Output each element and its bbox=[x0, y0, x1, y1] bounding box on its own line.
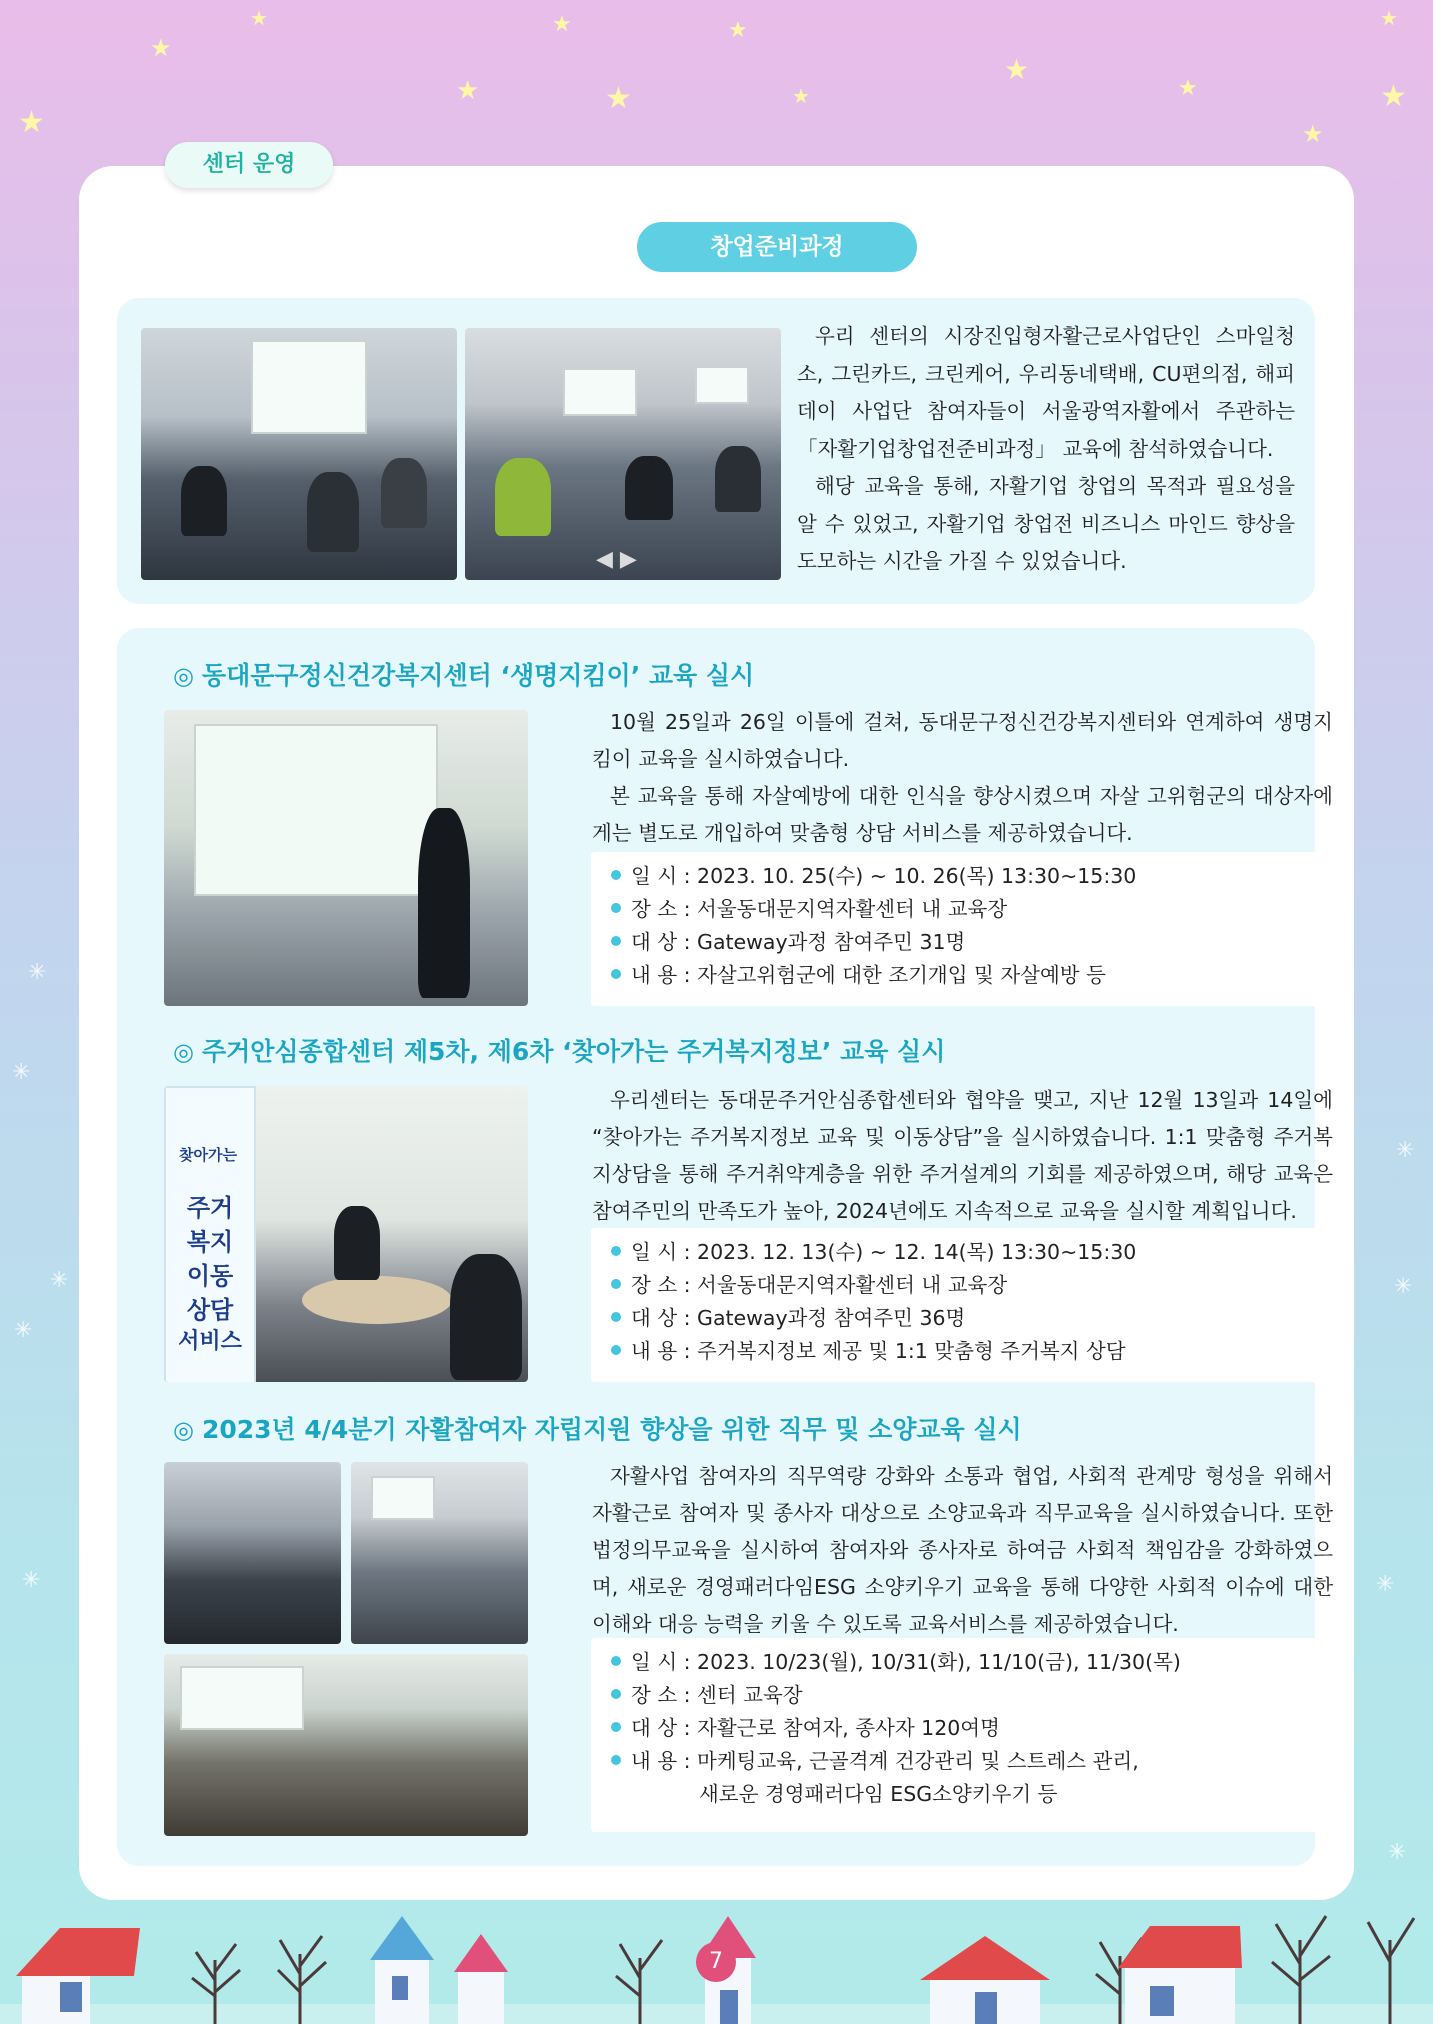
page-number: 7 bbox=[696, 1942, 736, 1982]
speaker-shape bbox=[418, 808, 470, 998]
target-icon: ◎ bbox=[173, 1038, 194, 1066]
bullet-icon bbox=[611, 1246, 621, 1256]
workshop-photo bbox=[351, 1462, 528, 1644]
body-paragraph: 우리센터는 동대문주거안심종합센터와 협약을 맺고, 지난 12월 13일과 14일에 “찾아가는 주거복지정보 교육 및 이동상담”을 실시하였습니다. 1:1 맞춤형 주거복지상담을 통해 주거취약계층을 위한 주거설계의 기회를 제공하였으며, 해당 교육은 참여주민의 만족도가 높아, 2024년에도 지속적으로 교육을 실시할 계획입니다. bbox=[592, 1088, 1333, 1223]
snowflake-icon: ✳ bbox=[50, 1268, 69, 1293]
intro-paragraph: 우리 센터의 시장진입형자활근로사업단인 스마일청소, 그린카드, 크린케어, 우리동네택배, CU편의점, 해피데이 사업단 참여자들이 서울광역자활에서 주관하는 「자활기업창업전준비과정」 교육에 참석하였습니다. bbox=[797, 324, 1295, 461]
star-icon: ★ bbox=[1004, 53, 1030, 86]
star-icon: ★ bbox=[1380, 6, 1398, 30]
body-paragraph: 본 교육을 통해 자살예방에 대한 인식을 향상시켰으며 자살 고위험군의 대상자에게는 별도로 개입하여 맞춤형 상담 서비스를 제공하였습니다. bbox=[592, 784, 1333, 845]
tower-icon bbox=[454, 1934, 508, 2024]
star-icon: ★ bbox=[728, 18, 748, 43]
banner-text: 복지 bbox=[186, 1228, 234, 1256]
info-content: 내 용 : 주거복지정보 제공 및 1:1 맞춤형 주거복지 상담 bbox=[611, 1335, 1333, 1368]
info-place: 장 소 : 서울동대문지역자활센터 내 교육장 bbox=[611, 1269, 1333, 1302]
intro-text bbox=[797, 318, 1295, 581]
snowflake-icon: ✳ bbox=[1388, 1840, 1407, 1865]
star-icon: ★ bbox=[250, 6, 268, 30]
counselor-shape bbox=[334, 1206, 380, 1280]
projector-screen bbox=[371, 1476, 435, 1520]
info-content: 내 용 : 마케팅교육, 근골격계 건강관리 및 스트레스 관리, bbox=[611, 1745, 1333, 1778]
snowflake-icon: ✳ bbox=[1376, 1572, 1395, 1597]
section-body bbox=[592, 1458, 1333, 1643]
section-heading bbox=[173, 1032, 945, 1068]
section-body bbox=[592, 704, 1333, 852]
info-date: 일 시 : 2023. 10. 25(수) ~ 10. 26(목) 13:30~15:30 bbox=[611, 860, 1333, 893]
bullet-icon bbox=[611, 1689, 621, 1699]
projector-screen bbox=[194, 724, 438, 896]
info-content: 내 용 : 자살고위험군에 대한 조기개입 및 자살예방 등 bbox=[611, 959, 1333, 992]
info-box bbox=[591, 852, 1333, 1006]
section-body bbox=[592, 1082, 1333, 1230]
bullet-icon bbox=[611, 1312, 621, 1322]
star-icon: ★ bbox=[1380, 79, 1407, 114]
workshop-photo bbox=[164, 1462, 341, 1644]
snowflake-icon: ✳ bbox=[28, 960, 47, 985]
banner-text: 상담 bbox=[186, 1296, 234, 1324]
content-card bbox=[79, 166, 1354, 1900]
banner-text: 이동 bbox=[186, 1262, 234, 1290]
section-title: 주거안심종합센터 제5차, 제6차 ‘찾아가는 주거복지정보’ 교육 실시 bbox=[201, 1037, 946, 1066]
info-target: 대 상 : 자활근로 참여자, 종사자 120여명 bbox=[611, 1712, 1333, 1745]
news-panel bbox=[117, 628, 1333, 1866]
snowflake-icon: ✳ bbox=[14, 1318, 33, 1343]
star-icon: ★ bbox=[1302, 120, 1324, 148]
info-box bbox=[591, 1228, 1333, 1382]
body-paragraph: 10월 25일과 26일 이틀에 걸쳐, 동대문구정신건강복지센터와 연계하여 생명지킴이 교육을 실시하였습니다. bbox=[592, 710, 1333, 771]
bullet-icon bbox=[611, 1656, 621, 1666]
consultation-photo bbox=[164, 1086, 528, 1382]
tower-icon bbox=[370, 1916, 434, 2024]
info-date: 일 시 : 2023. 10/23(월), 10/31(화), 11/10(금), 11/30(목) bbox=[611, 1646, 1333, 1679]
projector-screen bbox=[180, 1666, 304, 1730]
projector-screen bbox=[251, 340, 367, 434]
section-heading bbox=[173, 656, 754, 692]
audience-shape bbox=[381, 458, 427, 528]
snowflake-icon: ✳ bbox=[1396, 1138, 1415, 1163]
bullet-icon bbox=[611, 1279, 621, 1289]
snowflake-icon: ✳ bbox=[12, 1060, 31, 1085]
visitor-shape bbox=[450, 1254, 522, 1380]
section-title: 동대문구정신건강복지센터 ‘생명지킴이’ 교육 실시 bbox=[201, 661, 755, 690]
audience-shape bbox=[715, 446, 761, 512]
bullet-icon bbox=[611, 1755, 621, 1765]
body-paragraph: 자활사업 참여자의 직무역량 강화와 소통과 협업, 사회적 관계망 형성을 위해서 자활근로 참여자 및 종사자 대상으로 소양교육과 직무교육을 실시하였습니다. 또한 법정의무교육을 실시하여 참여자와 종사자로 하여금 사회적 책임감을 강화하였으며, 새로운 경영패러다임ESG 소양키우기 교육을 통해 다양한 사회적 이슈에 대한 이해와 대응 능력을 키울 수 있도록 교육서비스를 제공하였습니다. bbox=[592, 1464, 1333, 1636]
info-content-cont: 새로운 경영패러다임 ESG소양키우기 등 bbox=[699, 1782, 1058, 1806]
bullet-icon bbox=[611, 969, 621, 979]
bullet-icon bbox=[611, 1345, 621, 1355]
section-heading bbox=[173, 1410, 1022, 1446]
bullet-icon bbox=[611, 903, 621, 913]
banner-text: 주거 bbox=[186, 1194, 234, 1222]
bullet-icon bbox=[611, 1722, 621, 1732]
bullet-icon bbox=[611, 870, 621, 880]
star-icon: ★ bbox=[552, 12, 572, 37]
audience-shape bbox=[307, 472, 359, 552]
slide-arrows-icon[interactable]: ◀ ▶ bbox=[596, 547, 637, 572]
info-box bbox=[591, 1638, 1333, 1832]
round-table bbox=[302, 1276, 452, 1324]
info-target: 대 상 : Gateway과정 참여주민 36명 bbox=[611, 1302, 1333, 1335]
lecture-photo bbox=[164, 710, 528, 1006]
audience-shape bbox=[625, 456, 673, 520]
star-icon: ★ bbox=[792, 84, 810, 108]
projector-screen bbox=[563, 368, 637, 416]
banner-text: 서비스 bbox=[178, 1329, 242, 1354]
banner-small-text: 찾아가는 bbox=[179, 1146, 237, 1164]
star-icon: ★ bbox=[150, 34, 172, 62]
training-photo bbox=[141, 328, 457, 580]
info-place: 장 소 : 서울동대문지역자활센터 내 교육장 bbox=[611, 893, 1333, 926]
info-date: 일 시 : 2023. 12. 13(수) ~ 12. 14(목) 13:30~15:30 bbox=[611, 1236, 1333, 1269]
bullet-icon bbox=[611, 936, 621, 946]
target-icon: ◎ bbox=[173, 662, 194, 690]
snowflake-icon: ✳ bbox=[1394, 1274, 1413, 1299]
star-icon: ★ bbox=[18, 105, 45, 140]
star-icon: ★ bbox=[1178, 76, 1198, 101]
target-icon: ◎ bbox=[173, 1416, 194, 1444]
audience-shape bbox=[181, 466, 227, 536]
projector-screen bbox=[695, 366, 749, 404]
training-photo bbox=[465, 328, 781, 580]
service-banner bbox=[164, 1086, 256, 1382]
house-icon bbox=[920, 1936, 1050, 2024]
section-tag: 센터 운영 bbox=[165, 142, 333, 188]
snowflake-icon: ✳ bbox=[22, 1568, 41, 1593]
info-place: 장 소 : 센터 교육장 bbox=[611, 1679, 1333, 1712]
audience-shape bbox=[495, 458, 551, 536]
star-icon: ★ bbox=[605, 81, 632, 116]
house-icon bbox=[1118, 1926, 1242, 2024]
intro-paragraph: 해당 교육을 통해, 자활기업 창업의 목적과 필요성을 알 수 있었고, 자활기업 창업전 비즈니스 마인드 향상을 도모하는 시간을 가질 수 있었습니다. bbox=[797, 474, 1295, 573]
intro-panel bbox=[117, 298, 1315, 604]
section-title: 2023년 4/4분기 자활참여자 자립지원 향상을 위한 직무 및 소양교육 실시 bbox=[201, 1415, 1022, 1444]
program-title: 창업준비과정 bbox=[637, 222, 917, 272]
info-target: 대 상 : Gateway과정 참여주민 31명 bbox=[611, 926, 1333, 959]
workshop-photo bbox=[164, 1654, 528, 1836]
star-icon: ★ bbox=[456, 76, 480, 106]
